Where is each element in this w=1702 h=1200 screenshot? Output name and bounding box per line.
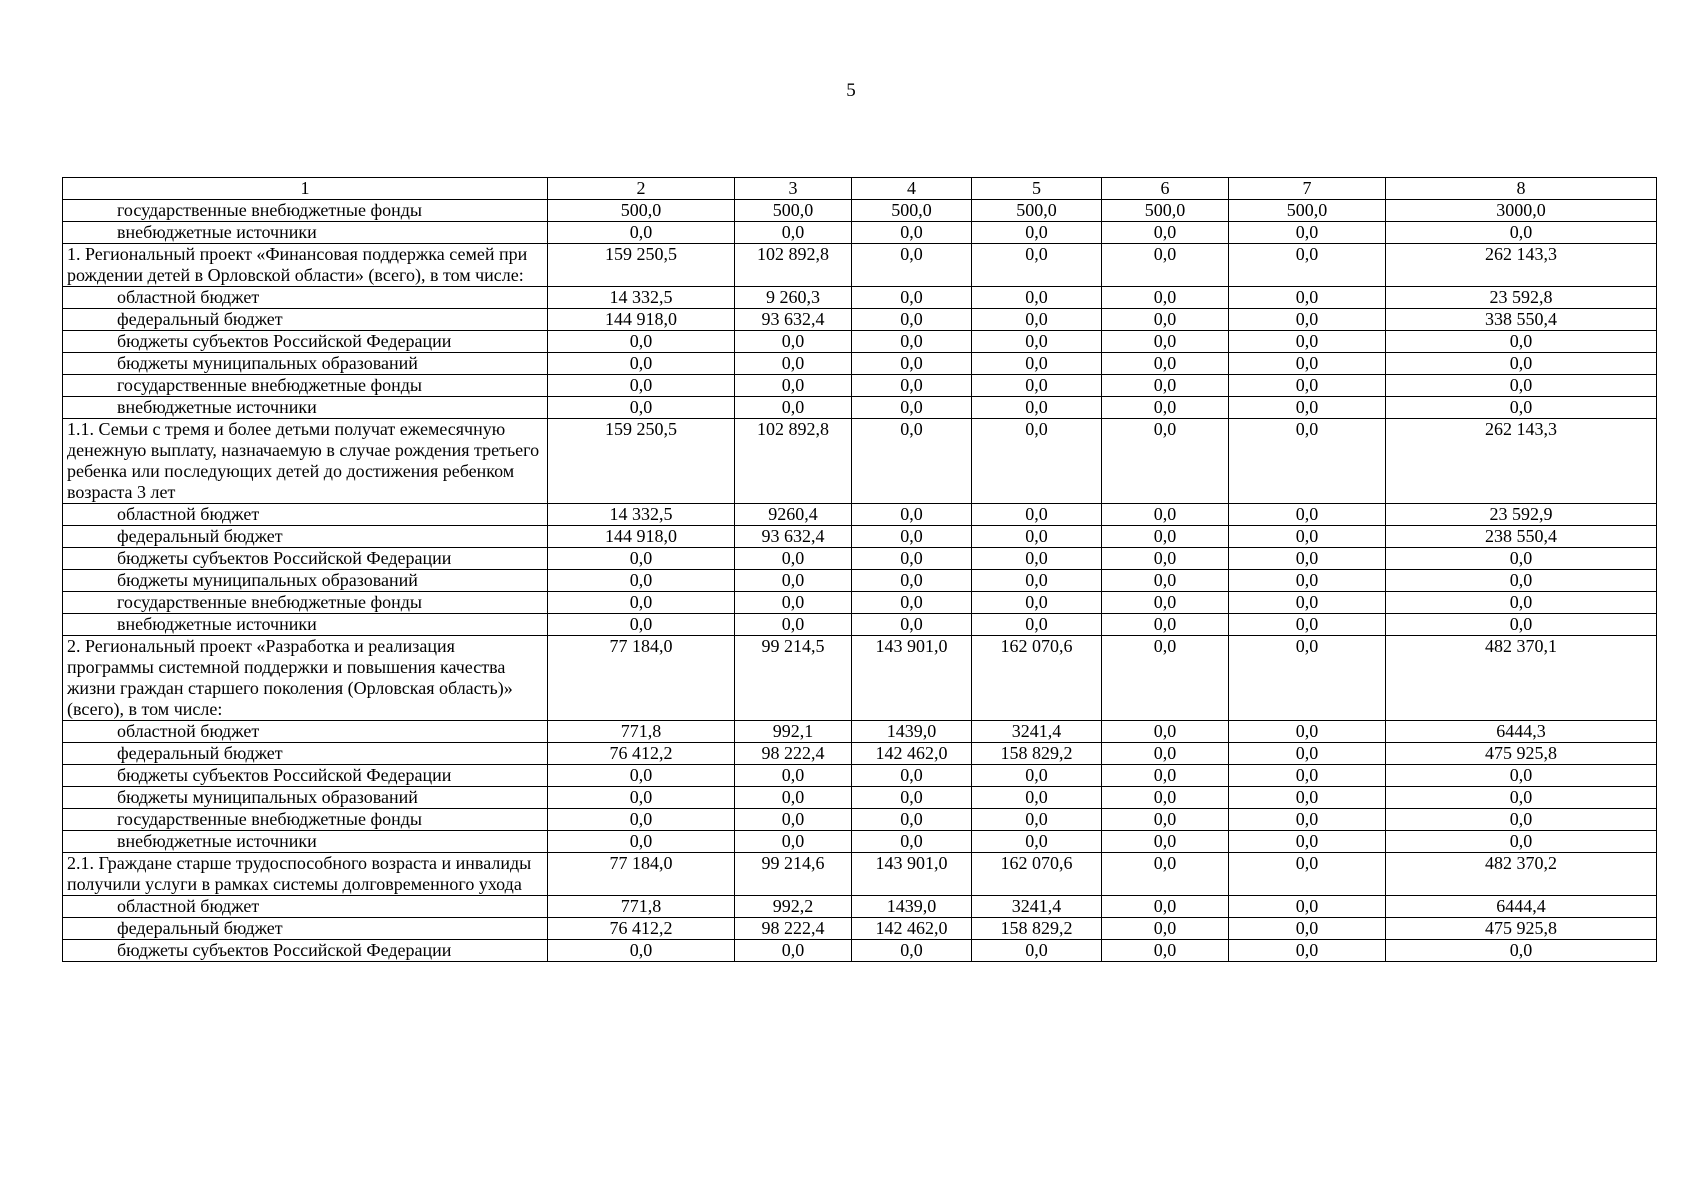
amount-cell: 500,0 [972, 200, 1102, 222]
funding-source-label: бюджеты муниципальных образований [63, 787, 548, 809]
amount-cell: 158 829,2 [972, 743, 1102, 765]
amount-cell: 0,0 [735, 787, 852, 809]
amount-cell: 0,0 [1102, 526, 1229, 548]
amount-cell: 76 412,2 [548, 918, 735, 940]
amount-cell: 0,0 [1102, 743, 1229, 765]
funding-source-label: государственные внебюджетные фонды [63, 375, 548, 397]
amount-cell: 14 332,5 [548, 287, 735, 309]
table-row [63, 765, 1657, 787]
amount-cell: 142 462,0 [852, 918, 972, 940]
column-number-header-row [63, 178, 1657, 200]
amount-cell: 0,0 [1102, 614, 1229, 636]
amount-cell: 0,0 [852, 592, 972, 614]
amount-cell: 0,0 [1386, 831, 1657, 853]
project-label: 1.1. Семьи с тремя и более детьми получат ежемесячную денежную выплату, назначаемую в случае рождения третьего ребенка или последующих детей до достижения ребенком возраста 3 лет [63, 419, 548, 504]
table-row [63, 853, 1657, 896]
amount-cell: 0,0 [1229, 918, 1386, 940]
funding-source-label: государственные внебюджетные фонды [63, 200, 548, 222]
amount-cell: 0,0 [548, 940, 735, 962]
amount-cell: 0,0 [1229, 548, 1386, 570]
amount-cell: 0,0 [548, 375, 735, 397]
amount-cell: 0,0 [735, 614, 852, 636]
table-row [63, 222, 1657, 244]
funding-source-label: бюджеты субъектов Российской Федерации [63, 331, 548, 353]
amount-cell: 102 892,8 [735, 419, 852, 504]
amount-cell: 102 892,8 [735, 244, 852, 287]
amount-cell: 0,0 [972, 614, 1102, 636]
amount-cell: 0,0 [1229, 397, 1386, 419]
amount-cell: 23 592,8 [1386, 287, 1657, 309]
amount-cell: 77 184,0 [548, 853, 735, 896]
amount-cell: 771,8 [548, 721, 735, 743]
amount-cell: 262 143,3 [1386, 244, 1657, 287]
amount-cell: 0,0 [1386, 548, 1657, 570]
amount-cell: 99 214,6 [735, 853, 852, 896]
amount-cell: 0,0 [1229, 721, 1386, 743]
amount-cell: 93 632,4 [735, 309, 852, 331]
page-number: 5 [846, 80, 856, 101]
amount-cell: 0,0 [1102, 548, 1229, 570]
amount-cell: 0,0 [852, 419, 972, 504]
funding-source-label: федеральный бюджет [63, 743, 548, 765]
amount-cell: 3000,0 [1386, 200, 1657, 222]
funding-source-label: областной бюджет [63, 896, 548, 918]
funding-source-label: областной бюджет [63, 721, 548, 743]
amount-cell: 0,0 [852, 787, 972, 809]
amount-cell: 0,0 [972, 244, 1102, 287]
amount-cell: 0,0 [1102, 244, 1229, 287]
amount-cell: 0,0 [972, 592, 1102, 614]
funding-source-label: бюджеты муниципальных образований [63, 353, 548, 375]
amount-cell: 0,0 [735, 397, 852, 419]
table-row [63, 397, 1657, 419]
amount-cell: 0,0 [1386, 353, 1657, 375]
amount-cell: 0,0 [972, 309, 1102, 331]
amount-cell: 338 550,4 [1386, 309, 1657, 331]
amount-cell: 0,0 [1102, 831, 1229, 853]
project-label: 1. Региональный проект «Финансовая поддержка семей при рождении детей в Орловской области» (всего), в том числе: [63, 244, 548, 287]
amount-cell: 3241,4 [972, 721, 1102, 743]
amount-cell: 0,0 [972, 397, 1102, 419]
funding-source-label: бюджеты субъектов Российской Федерации [63, 765, 548, 787]
amount-cell: 0,0 [852, 222, 972, 244]
amount-cell: 0,0 [972, 548, 1102, 570]
amount-cell: 99 214,5 [735, 636, 852, 721]
amount-cell: 0,0 [1229, 614, 1386, 636]
table-row [63, 287, 1657, 309]
amount-cell: 1439,0 [852, 721, 972, 743]
amount-cell: 77 184,0 [548, 636, 735, 721]
funding-source-label: внебюджетные источники [63, 222, 548, 244]
amount-cell: 0,0 [1102, 353, 1229, 375]
amount-cell: 0,0 [1102, 375, 1229, 397]
amount-cell: 3241,4 [972, 896, 1102, 918]
amount-cell: 0,0 [1229, 526, 1386, 548]
table-row [63, 721, 1657, 743]
amount-cell: 0,0 [852, 614, 972, 636]
amount-cell: 0,0 [735, 331, 852, 353]
amount-cell: 0,0 [972, 570, 1102, 592]
amount-cell: 0,0 [548, 765, 735, 787]
funding-source-label: внебюджетные источники [63, 614, 548, 636]
amount-cell: 0,0 [1102, 570, 1229, 592]
funding-source-label: областной бюджет [63, 287, 548, 309]
amount-cell: 0,0 [548, 353, 735, 375]
amount-cell: 0,0 [548, 809, 735, 831]
amount-cell: 0,0 [1229, 244, 1386, 287]
amount-cell: 0,0 [1386, 787, 1657, 809]
amount-cell: 0,0 [852, 353, 972, 375]
table-row [63, 743, 1657, 765]
amount-cell: 0,0 [972, 222, 1102, 244]
amount-cell: 98 222,4 [735, 743, 852, 765]
table-row [63, 526, 1657, 548]
funding-source-label: государственные внебюджетные фонды [63, 592, 548, 614]
amount-cell: 0,0 [1229, 592, 1386, 614]
amount-cell: 162 070,6 [972, 853, 1102, 896]
amount-cell: 0,0 [548, 222, 735, 244]
amount-cell: 0,0 [972, 504, 1102, 526]
amount-cell: 0,0 [1102, 787, 1229, 809]
amount-cell: 0,0 [548, 397, 735, 419]
amount-cell: 0,0 [852, 397, 972, 419]
amount-cell: 0,0 [1229, 853, 1386, 896]
column-number-header: 5 [972, 178, 1102, 200]
funding-source-label: внебюджетные источники [63, 831, 548, 853]
amount-cell: 0,0 [852, 375, 972, 397]
amount-cell: 0,0 [1102, 397, 1229, 419]
amount-cell: 0,0 [1102, 853, 1229, 896]
amount-cell: 0,0 [548, 787, 735, 809]
amount-cell: 9 260,3 [735, 287, 852, 309]
amount-cell: 144 918,0 [548, 309, 735, 331]
amount-cell: 0,0 [1229, 765, 1386, 787]
amount-cell: 0,0 [852, 526, 972, 548]
table-row [63, 636, 1657, 721]
amount-cell: 0,0 [852, 765, 972, 787]
table-row [63, 200, 1657, 222]
amount-cell: 0,0 [852, 287, 972, 309]
table-row [63, 614, 1657, 636]
amount-cell: 0,0 [852, 831, 972, 853]
amount-cell: 0,0 [1386, 222, 1657, 244]
amount-cell: 0,0 [1102, 940, 1229, 962]
amount-cell: 0,0 [548, 592, 735, 614]
amount-cell: 143 901,0 [852, 853, 972, 896]
amount-cell: 0,0 [1386, 570, 1657, 592]
amount-cell: 6444,3 [1386, 721, 1657, 743]
amount-cell: 482 370,2 [1386, 853, 1657, 896]
amount-cell: 0,0 [1229, 309, 1386, 331]
amount-cell: 0,0 [852, 940, 972, 962]
amount-cell: 98 222,4 [735, 918, 852, 940]
table-row [63, 548, 1657, 570]
amount-cell: 0,0 [1229, 504, 1386, 526]
amount-cell: 9260,4 [735, 504, 852, 526]
amount-cell: 0,0 [735, 222, 852, 244]
funding-source-label: бюджеты субъектов Российской Федерации [63, 548, 548, 570]
amount-cell: 0,0 [735, 570, 852, 592]
table-row [63, 331, 1657, 353]
funding-source-label: государственные внебюджетные фонды [63, 809, 548, 831]
amount-cell: 0,0 [1229, 636, 1386, 721]
amount-cell: 0,0 [1386, 809, 1657, 831]
amount-cell: 0,0 [1229, 809, 1386, 831]
amount-cell: 0,0 [972, 831, 1102, 853]
amount-cell: 0,0 [1386, 614, 1657, 636]
amount-cell: 0,0 [972, 353, 1102, 375]
column-number-header: 6 [1102, 178, 1229, 200]
funding-source-label: федеральный бюджет [63, 918, 548, 940]
table-row [63, 940, 1657, 962]
amount-cell: 500,0 [852, 200, 972, 222]
amount-cell: 0,0 [1102, 504, 1229, 526]
amount-cell: 0,0 [972, 287, 1102, 309]
amount-cell: 0,0 [1386, 940, 1657, 962]
amount-cell: 0,0 [1102, 896, 1229, 918]
amount-cell: 0,0 [972, 787, 1102, 809]
amount-cell: 0,0 [972, 375, 1102, 397]
amount-cell: 143 901,0 [852, 636, 972, 721]
funding-source-label: областной бюджет [63, 504, 548, 526]
amount-cell: 1439,0 [852, 896, 972, 918]
amount-cell: 0,0 [1229, 940, 1386, 962]
column-number-header: 7 [1229, 178, 1386, 200]
table-row [63, 375, 1657, 397]
column-number-header: 1 [63, 178, 548, 200]
amount-cell: 0,0 [852, 309, 972, 331]
amount-cell: 0,0 [1229, 353, 1386, 375]
amount-cell: 238 550,4 [1386, 526, 1657, 548]
amount-cell: 0,0 [972, 765, 1102, 787]
amount-cell: 23 592,9 [1386, 504, 1657, 526]
amount-cell: 0,0 [972, 526, 1102, 548]
amount-cell: 771,8 [548, 896, 735, 918]
amount-cell: 76 412,2 [548, 743, 735, 765]
amount-cell: 0,0 [1102, 809, 1229, 831]
amount-cell: 0,0 [1229, 419, 1386, 504]
table-row [63, 504, 1657, 526]
column-number-header: 8 [1386, 178, 1657, 200]
amount-cell: 14 332,5 [548, 504, 735, 526]
amount-cell: 0,0 [735, 375, 852, 397]
column-number-header: 3 [735, 178, 852, 200]
amount-cell: 475 925,8 [1386, 743, 1657, 765]
amount-cell: 0,0 [1386, 397, 1657, 419]
amount-cell: 482 370,1 [1386, 636, 1657, 721]
table-body [63, 200, 1657, 962]
amount-cell: 6444,4 [1386, 896, 1657, 918]
project-label: 2. Региональный проект «Разработка и реализация программы системной поддержки и повышения качества жизни граждан старшего поколения (Орловская область)» (всего), в том числе: [63, 636, 548, 721]
amount-cell: 0,0 [1386, 375, 1657, 397]
amount-cell: 0,0 [1229, 896, 1386, 918]
amount-cell: 0,0 [852, 244, 972, 287]
amount-cell: 0,0 [1229, 787, 1386, 809]
amount-cell: 162 070,6 [972, 636, 1102, 721]
amount-cell: 0,0 [735, 353, 852, 375]
amount-cell: 0,0 [735, 940, 852, 962]
amount-cell: 0,0 [972, 809, 1102, 831]
amount-cell: 500,0 [735, 200, 852, 222]
funding-source-label: бюджеты субъектов Российской Федерации [63, 940, 548, 962]
amount-cell: 0,0 [1102, 918, 1229, 940]
amount-cell: 0,0 [852, 809, 972, 831]
table-row [63, 353, 1657, 375]
table-row [63, 809, 1657, 831]
amount-cell: 0,0 [1386, 331, 1657, 353]
amount-cell: 0,0 [972, 419, 1102, 504]
amount-cell: 0,0 [852, 504, 972, 526]
amount-cell: 0,0 [1229, 831, 1386, 853]
amount-cell: 144 918,0 [548, 526, 735, 548]
amount-cell: 262 143,3 [1386, 419, 1657, 504]
funding-source-label: федеральный бюджет [63, 526, 548, 548]
amount-cell: 0,0 [548, 331, 735, 353]
amount-cell: 0,0 [852, 570, 972, 592]
table-row [63, 419, 1657, 504]
amount-cell: 0,0 [1229, 331, 1386, 353]
amount-cell: 0,0 [1102, 419, 1229, 504]
table-row [63, 592, 1657, 614]
amount-cell: 0,0 [972, 940, 1102, 962]
project-label: 2.1. Граждане старше трудоспособного возраста и инвалиды получили услуги в рамках системы долговременного ухода [63, 853, 548, 896]
amount-cell: 0,0 [548, 548, 735, 570]
amount-cell: 0,0 [548, 831, 735, 853]
table-row [63, 896, 1657, 918]
amount-cell: 0,0 [852, 548, 972, 570]
table-row [63, 309, 1657, 331]
amount-cell: 142 462,0 [852, 743, 972, 765]
amount-cell: 0,0 [1102, 287, 1229, 309]
amount-cell: 500,0 [1102, 200, 1229, 222]
amount-cell: 0,0 [735, 592, 852, 614]
amount-cell: 0,0 [1229, 570, 1386, 592]
amount-cell: 0,0 [548, 570, 735, 592]
column-number-header: 4 [852, 178, 972, 200]
amount-cell: 0,0 [1102, 765, 1229, 787]
amount-cell: 0,0 [1102, 222, 1229, 244]
column-number-header: 2 [548, 178, 735, 200]
funding-source-label: бюджеты муниципальных образований [63, 570, 548, 592]
budget-table [62, 177, 1657, 962]
amount-cell: 0,0 [1229, 375, 1386, 397]
table-row [63, 831, 1657, 853]
amount-cell: 0,0 [1102, 331, 1229, 353]
amount-cell: 992,2 [735, 896, 852, 918]
amount-cell: 159 250,5 [548, 419, 735, 504]
funding-source-label: федеральный бюджет [63, 309, 548, 331]
funding-source-label: внебюджетные источники [63, 397, 548, 419]
table-row [63, 244, 1657, 287]
amount-cell: 0,0 [548, 614, 735, 636]
amount-cell: 0,0 [972, 331, 1102, 353]
amount-cell: 0,0 [852, 331, 972, 353]
amount-cell: 0,0 [735, 765, 852, 787]
amount-cell: 93 632,4 [735, 526, 852, 548]
amount-cell: 0,0 [735, 831, 852, 853]
table-row [63, 787, 1657, 809]
amount-cell: 0,0 [1229, 222, 1386, 244]
amount-cell: 158 829,2 [972, 918, 1102, 940]
table-row [63, 570, 1657, 592]
amount-cell: 475 925,8 [1386, 918, 1657, 940]
amount-cell: 0,0 [1386, 592, 1657, 614]
amount-cell: 159 250,5 [548, 244, 735, 287]
amount-cell: 0,0 [1229, 743, 1386, 765]
amount-cell: 0,0 [1102, 592, 1229, 614]
amount-cell: 0,0 [1102, 636, 1229, 721]
amount-cell: 0,0 [735, 548, 852, 570]
amount-cell: 992,1 [735, 721, 852, 743]
amount-cell: 500,0 [548, 200, 735, 222]
amount-cell: 500,0 [1229, 200, 1386, 222]
amount-cell: 0,0 [1102, 309, 1229, 331]
amount-cell: 0,0 [735, 809, 852, 831]
amount-cell: 0,0 [1229, 287, 1386, 309]
table-row [63, 918, 1657, 940]
amount-cell: 0,0 [1386, 765, 1657, 787]
amount-cell: 0,0 [1102, 721, 1229, 743]
